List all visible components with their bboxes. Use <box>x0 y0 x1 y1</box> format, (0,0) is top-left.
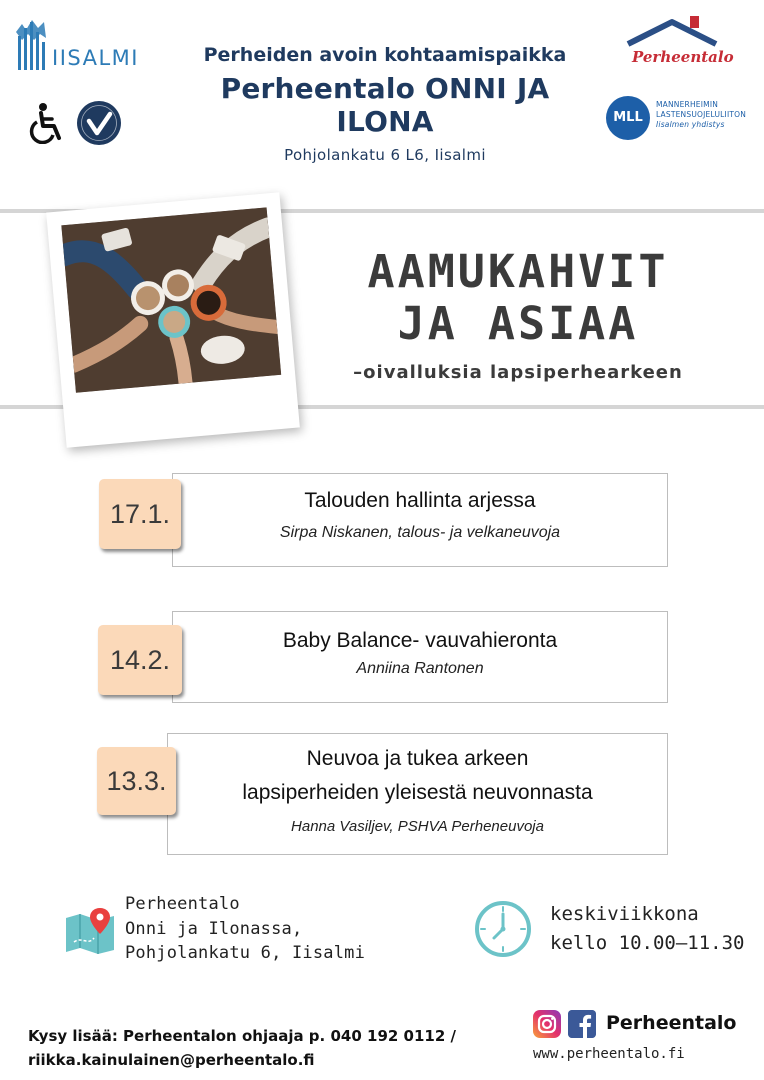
event-series-title <box>330 246 706 383</box>
event-1-date: 17.1. <box>99 479 181 549</box>
event-card-2 <box>172 611 668 703</box>
header-address: Pohjolankatu 6 L6, Iisalmi <box>284 146 486 164</box>
header-subtitle: Perheiden avoin kohtaamispaikka <box>203 44 567 66</box>
perheentalo-logo-text: Perheentalo <box>632 48 734 66</box>
perheentalo-logo <box>624 14 734 72</box>
title-line-1: AAMUKAHVIT <box>367 245 669 298</box>
contact-email[interactable]: riikka.kainulainen@perheentalo.fi <box>28 1051 315 1069</box>
social-account-name: Perheentalo <box>606 1012 737 1034</box>
event-3-speaker: Hanna Vasiljev, PSHVA Perheneuvoja <box>291 818 544 835</box>
certification-badge-icon <box>76 100 122 146</box>
location-info <box>125 892 365 966</box>
instagram-icon[interactable] <box>533 1010 561 1038</box>
event-card-1 <box>172 473 668 567</box>
header-block <box>170 44 600 164</box>
website-link[interactable]: www.perheentalo.fi <box>533 1046 685 1062</box>
time-day: keskiviikkona <box>550 903 699 925</box>
time-info <box>550 900 744 958</box>
event-2-topic: Baby Balance- vauvahieronta <box>282 629 558 652</box>
event-2-date: 14.2. <box>98 625 182 695</box>
contact-info <box>28 1024 456 1072</box>
location-line-3: Pohjolankatu 6, Iisalmi <box>125 943 366 963</box>
mll-name <box>656 100 746 130</box>
map-location-icon <box>64 906 116 954</box>
event-3-topic-line2: lapsiperheiden yleisestä neuvonnasta <box>242 781 593 804</box>
clock-icon <box>474 900 532 958</box>
location-line-1: Perheentalo <box>125 894 240 914</box>
title-line-2: JA ASIAA <box>397 297 639 350</box>
event-1-speaker: Sirpa Niskanen, talous- ja velkaneuvoja <box>279 524 561 541</box>
instagram-glyph-icon <box>533 1010 561 1038</box>
event-3-date: 13.3. <box>97 747 176 815</box>
mll-name-line2: LASTENSUOJELULIITON <box>656 110 747 119</box>
event-card-3 <box>167 733 668 855</box>
mll-badge: MLL <box>606 96 650 140</box>
wheelchair-accessible-icon <box>28 102 66 144</box>
iisalmi-logo-text: IISALMI <box>52 46 139 70</box>
event-1-topic: Talouden hallinta arjessa <box>304 489 536 512</box>
event-3-topic-line1: Neuvoa ja tukea arkeen <box>306 747 529 770</box>
coffee-photo <box>61 207 281 392</box>
coffee-cups-illustration <box>61 207 281 392</box>
mll-logo <box>606 92 756 148</box>
event-2-speaker: Anniina Rantonen <box>356 660 484 677</box>
facebook-icon[interactable] <box>568 1010 596 1038</box>
location-line-2: Onni ja Ilonassa, <box>125 918 303 939</box>
title-tagline: –oivalluksia lapsiperhearkeen <box>353 362 683 383</box>
mll-name-line1: MANNERHEIMIN <box>656 100 719 109</box>
mll-name-line3: Iisalmen yhdistys <box>656 120 725 129</box>
iisalmi-logo <box>14 18 140 74</box>
coffee-photo-polaroid <box>46 192 300 447</box>
contact-line-1: Kysy lisää: Perheentalon ohjaaja p. 040 192 0112 / <box>28 1027 456 1045</box>
iisalmi-tower-icon <box>14 18 48 70</box>
header-title: Perheentalo ONNI JA ILONA <box>220 72 550 138</box>
time-hours: kello 10.00–11.30 <box>550 932 745 954</box>
